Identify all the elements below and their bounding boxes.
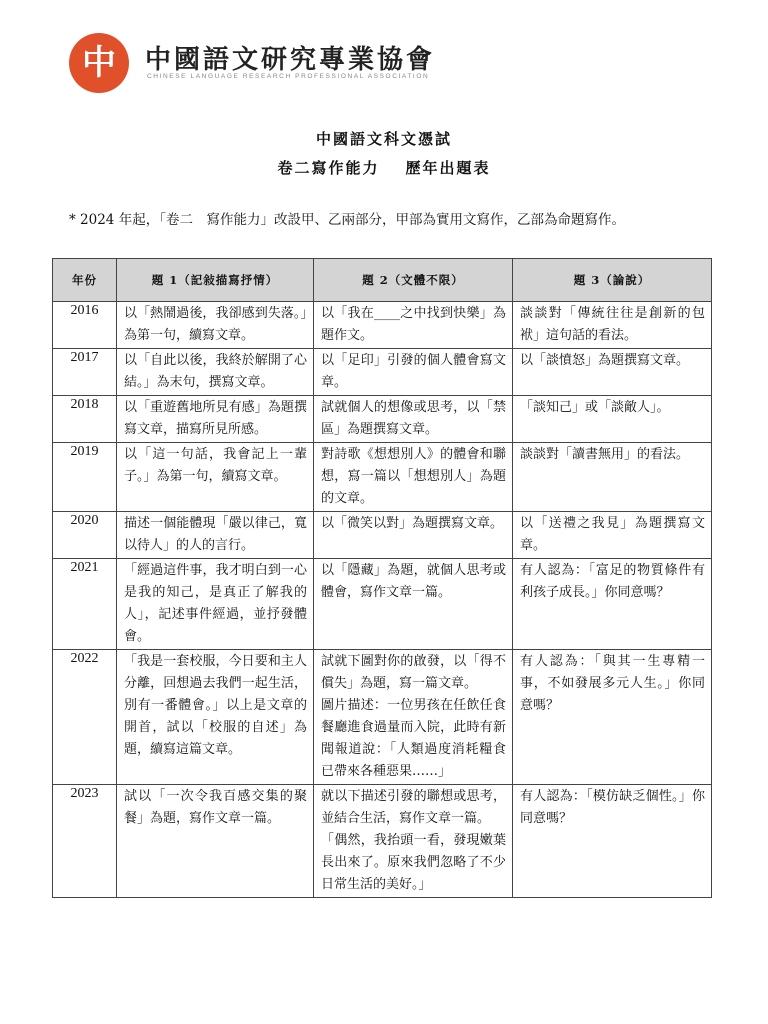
year-cell: 2017: [53, 349, 117, 396]
q2-cell: [314, 512, 513, 559]
q1-cell: [117, 302, 314, 349]
year-cell: 2023: [53, 785, 117, 898]
header-year: 年份: [53, 259, 117, 302]
q3-cell: [513, 349, 712, 396]
q1-cell: [117, 443, 314, 512]
q3-text: 談談對「傳統往往是創新的包袱」這句話的看法。: [520, 306, 705, 343]
q2-cell: [314, 559, 513, 650]
q3-text: 有人認為：「富足的物質條件有利孩子成長。」你同意嗎？: [520, 563, 705, 600]
q1-text: 「經過這件事，我才明白到一心是我的知己，是真正了解我的人」，記述事件經過，並抒發體會。: [124, 563, 307, 644]
table-row: [53, 396, 712, 443]
q2-text: 以「足印」引發的個人體會寫文章。: [321, 353, 506, 390]
table-header-row: [53, 259, 712, 302]
q3-text: 有人認為：「模仿缺乏個性。」你同意嗎？: [520, 789, 705, 826]
q2-cell: [314, 650, 513, 785]
q1-cell: [117, 785, 314, 898]
org-name-en: CHINESE LANGUAGE RESEARCH PROFESSIONAL ASSOCIATION: [147, 73, 430, 80]
q1-text: 以「這一句話，我會記上一輩子。」為第一句，續寫文章。: [124, 447, 307, 484]
q2-text: 以「隱藏」為題，就個人思考或體會，寫作文章一篇。: [321, 563, 506, 600]
format-note: * 2024 年起，「卷二 寫作能力」改設甲、乙兩部分，甲部為實用文寫作，乙部為命題寫作。: [69, 212, 625, 228]
year-cell: 2022: [53, 650, 117, 785]
year-cell: 2019: [53, 443, 117, 512]
table-row: [53, 443, 712, 512]
table-row: [53, 512, 712, 559]
table-row: [53, 785, 712, 898]
year-cell: 2021: [53, 559, 117, 650]
table-row: [53, 650, 712, 785]
q1-text: 以「重遊舊地所見有感」為題撰寫文章，描寫所見所感。: [124, 400, 307, 437]
q2-text: 以「微笑以對」為題撰寫文章。: [321, 516, 504, 531]
q2-text: 試就下圖對你的啟發，以「得不償失」為題，寫一篇文章。: [321, 654, 506, 691]
q2-cell: [314, 349, 513, 396]
q3-cell: [513, 302, 712, 349]
q1-cell: [117, 559, 314, 650]
q3-cell: [513, 443, 712, 512]
subtitle-paper: 卷二寫作能力: [277, 159, 380, 177]
q1-cell: [117, 349, 314, 396]
q1-cell: [117, 396, 314, 443]
q1-cell: [117, 650, 314, 785]
year-cell: 2020: [53, 512, 117, 559]
q2-text: 就以下描述引發的聯想或思考，並結合生活，寫作文章一篇。: [321, 789, 506, 826]
q3-text: 談談對「讀書無用」的看法。: [520, 447, 690, 462]
q2-image-description: 圖片描述：一位男孩在任飲任食餐廳進食過量而入院，此時有新聞報道說：「人類過度消耗糧食已帶來各種惡果……」: [321, 698, 506, 779]
subtitle-table: 歷年出題表: [405, 159, 491, 177]
year-cell: 2016: [53, 302, 117, 349]
q3-cell: [513, 650, 712, 785]
logo-glyph: 中: [82, 43, 116, 83]
table-row: [53, 349, 712, 396]
q2-quote: 「偶然，我抬頭一看，發現嫩葉長出來了。原來我們忽略了不少日常生活的美好。」: [321, 833, 506, 892]
table-row: [53, 559, 712, 650]
q1-text: 「我是一套校服，今日要和主人分離，回想過去我們一起生活，別有一番體會。」以上是文章的開首，試以「校服的自述」為題，續寫這篇文章。: [124, 654, 307, 757]
q3-cell: [513, 512, 712, 559]
org-header: [69, 33, 489, 93]
q3-cell: [513, 785, 712, 898]
exam-topics-table: [52, 258, 712, 898]
header-q1: 題 1（記敍描寫抒情）: [117, 259, 314, 302]
document-title: 中國語文科文憑試: [315, 130, 452, 148]
year-cell: 2018: [53, 396, 117, 443]
q1-text: 以「自此以後，我終於解開了心結。」為末句，撰寫文章。: [124, 353, 307, 390]
q1-cell: [117, 512, 314, 559]
table-row: [53, 302, 712, 349]
header-q3: 題 3（論說）: [513, 259, 712, 302]
q2-cell: [314, 396, 513, 443]
q2-text: 試就個人的想像或思考，以「禁區」為題撰寫文章。: [321, 400, 506, 437]
q3-cell: [513, 396, 712, 443]
q1-text: 試以「一次令我百感交集的聚餐」為題，寫作文章一篇。: [124, 789, 307, 826]
document-subtitle: [0, 157, 768, 178]
q3-text: 「談知己」或「談敵人」。: [520, 400, 670, 415]
q2-cell: [314, 302, 513, 349]
q2-cell: [314, 785, 513, 898]
q2-cell: [314, 443, 513, 512]
org-name: 中國語文研究專業協會: [145, 45, 436, 75]
q2-text: 以「我在____之中找到快樂」為題作文。: [321, 306, 506, 343]
org-logo: [69, 33, 129, 93]
q3-cell: [513, 559, 712, 650]
q2-text: 對詩歌《想想別人》的體會和聯想，寫一篇以「想想別人」為題的文章。: [321, 447, 506, 506]
q3-text: 以「談憤怒」為題撰寫文章。: [520, 353, 690, 368]
q1-text: 描述一個能體現「嚴以律己，寬以待人」的人的言行。: [124, 516, 307, 553]
header-q2: 題 2（文體不限）: [314, 259, 513, 302]
q3-text: 以「送禮之我見」為題撰寫文章。: [520, 516, 705, 553]
q3-text: 有人認為：「與其一生專精一事，不如發展多元人生。」你同意嗎？: [520, 654, 705, 713]
q1-text: 以「熱鬧過後，我卻感到失落。」為第一句，續寫文章。: [124, 306, 307, 343]
